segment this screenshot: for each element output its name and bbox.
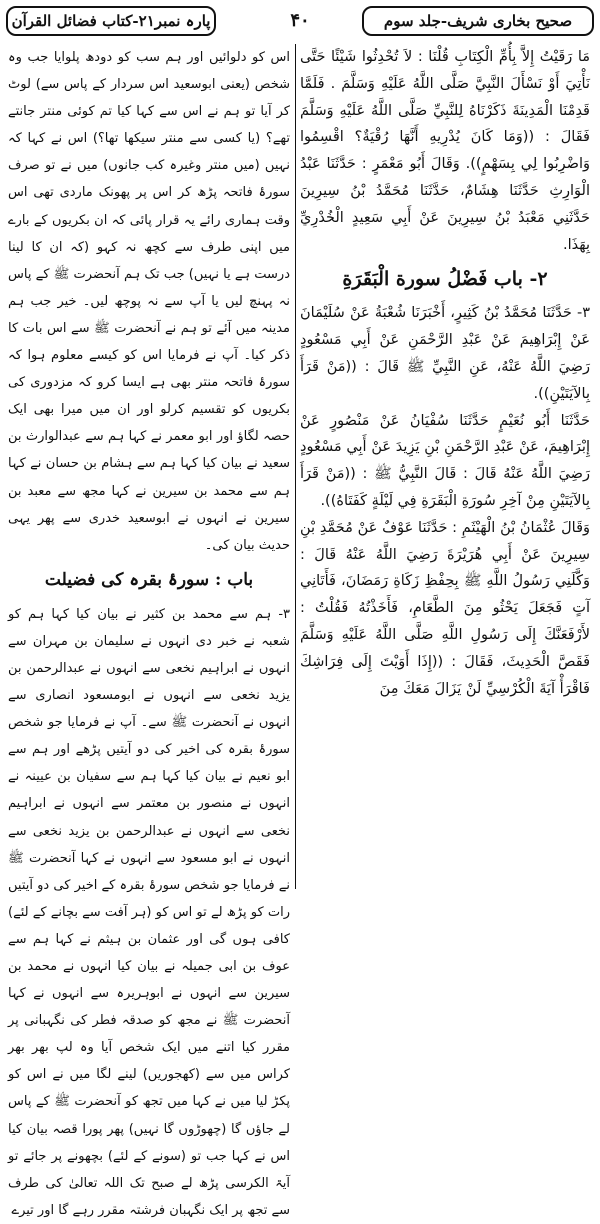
page-header <box>6 6 594 40</box>
book-title-box: صحیح بخاری شریف-جلد سوم <box>362 6 594 36</box>
urdu-chapter-heading: باب : سورۂ بقرہ کی فضیلت <box>44 569 254 590</box>
arabic-paragraph: وَقَالَ عُثْمَانُ بْنُ الْهَيْثَمِ : حَدَّثَنَا عَوْفٌ عَنْ مُحَمَّدِ بْنِ سِيرِينَ عَنْ أَبِي هُرَيْرَةَ رَضِيَ اللَّهُ عَنْهُ قَالَ : وَكَّلَنِي رَسُولُ اللَّهِ ﷺ بِحِفْظِ زَكَاةِ رَمَضَانَ، فَأَتَانِي آتٍ فَجَعَلَ يَحْثُو مِنَ الطَّعَامِ، فَأَخَذْتُهُ فَقُلْتُ : لأَرْفَعَنَّكَ إِلَى رَسُولِ اللَّهِ صَلَّى اللَّهُ عَلَيْهِ وَسَلَّمَ فَقَصَّ الْحَدِيثَ، فَقَالَ : ((إِذَا أَوَيْتَ إِلَى فِرَاشِكَ فَاقْرَأْ آيَةَ الْكُرْسِيِّ لَنْ يَزَالَ مَعَكَ مِنَ <box>300 519 590 697</box>
chapter-label-box: پارہ نمبر۲۱-کتاب فضائل القرآن <box>6 6 216 36</box>
arabic-text-column <box>300 44 590 889</box>
urdu-paragraph: اس کو دلوائیں اور ہم سب کو دودھ پلوایا جب وہ شخص (یعنی ابوسعید اس سردار کے پاس سے) لوٹ کر آیا تو ہم نے اس سے کہا کیا تم کوئی منتر جانتے تھے؟ (یا کسی سے منتر سیکھا تھا؟) اس نے کہا کہ نہیں (میں منتر وغیرہ کب جانوں) میں نے تو صرف سورۂ فاتحہ پڑھ کر اس پر پھونک ماردی تھی اس وقت ہماری رائے یہ قرار پائی کہ ان بکریوں کے بارے میں اپنی طرف سے کچھ نہ کہو (کہ ان کا لینا درست ہے یا نہیں) جب تک ہم آنحضرت ﷺ کے پاس نہ پہنچ لیں یا آپ سے نہ پوچھ لیں۔ خیر جب ہم مدینہ میں آئے تو ہم نے آنحضرت ﷺ سے اس بات کا ذکر کیا۔ آپ نے فرمایا اس کو کیسے معلوم ہوا کہ سورۂ فاتحہ منتر بھی ہے ایسا کرو کہ مزدوری کی بکریوں کو تقسیم کرلو اور ان میں میرا بھی ایک حصہ لگاؤ اور ابو معمر نے کہا ہم سے عبدالوارث بن سعید نے بیان کیا کہا ہم سے ہشام بن حسان نے کہا ہم سے محمد بن سیرین نے کہا مجھ سے معبد بن سیرین نے انہوں نے ابوسعید خدری سے پھر یہی حدیث بیان کی۔ <box>8 50 290 553</box>
arabic-paragraph: مَا رَقَيْتُ إِلاَّ بِأُمِّ الْكِتَابِ قُلْنَا : لاَ تُحْدِثُوا شَيْئًا حَتَّى نَأْتِيَ أَوْ نَسْأَلَ النَّبِيَّ صَلَّى اللَّهُ عَلَيْهِ وَسَلَّمَ . فَلَمَّا قَدِمْنَا الْمَدِينَةَ ذَكَرْنَاهُ لِلنَّبِيِّ صَلَّى اللَّهُ عَلَيْهِ وَسَلَّمَ فَقَالَ : ((وَمَا كَانَ يُدْرِيهِ أَنَّهَا رُقْيَةٌ؟ اقْسِمُوا وَاضْرِبُوا لِي بِسَهْمٍ)). وَقَالَ أَبُو مَعْمَرٍ : حَدَّثَنَا عَبْدُ الْوَارِثِ حَدَّثَنَا هِشَامٌ، حَدَّثَنَا مُحَمَّدُ بْنُ سِيرِينَ حَدَّثَنِي مَعْبَدُ بْنُ سِيرِينَ عَنْ أَبِي سَعِيدٍ الْخُدْرِيِّ بِهَذَا. <box>300 49 590 253</box>
arabic-chapter-heading: ٢- باب فَضْلُ سورة الْبَقَرَةِ <box>342 268 548 291</box>
page-number: ۴۰ <box>290 10 310 31</box>
column-divider <box>295 44 296 889</box>
urdu-hadith-3: ۳- ہم سے محمد بن کثیر نے بیان کیا کہا ہم کو شعبہ نے خبر دی انہوں نے سلیمان بن مہران سے انہوں نے ابراہیم نخعی سے انہوں نے عبدالرحمن بن یزید نخعی سے انہوں نے ابومسعود انصاری سے انہوں نے آنحضرت ﷺ سے۔ آپ نے فرمایا جو شخص سورۂ بقرہ کی اخیر کی دو آیتیں پڑھے اور ہم سے ابو نعیم نے بیان کیا کہا ہم سے سفیان بن عیینہ نے انہوں نے منصور بن معتمر سے انہوں نے ابراہیم نخعی سے انہوں نے عبدالرحمن بن یزید نخعی سے انہوں نے ابو مسعود سے انہوں نے کہا آنحضرت ﷺ نے فرمایا جو شخص سورۂ بقرہ کے اخیر کی دو آیتیں رات کو پڑھ لے تو اس کو (ہر آفت سے بچانے کے لئے) کافی ہوں گی اور عثمان بن ہیثم نے کہا ہم سے عوف بن ابی جمیلہ نے بیان کیا انہوں نے محمد بن سیرین سے انہوں نے ابوہریرہ سے انہوں نے کہا آنحضرت ﷺ نے مجھ کو صدقہ فطر کی نگہبانی پر مقرر کیا اتنے میں ایک شخص آیا وہ لپ بھر بھر کراس میں سے (کھجوریں) لینے لگا میں نے اس کو پکڑ لیا میں نے کہا میں تجھ کو آنحضرت ﷺ کے پاس لے جاؤں گا (چھوڑوں گا نہیں) پھر پورا قصہ بیان کیا اس نے کہا جب تو (سونے کے لئے) بچھونے پر جائے تو آیۃ الکرسی پڑھ لے صبح تک اللہ تعالیٰ کی طرف سے تجھ پر ایک نگہبان فرشتہ مقرر رہے گا اور تیرے <box>8 606 290 1218</box>
arabic-hadith-3: ٣- حَدَّثَنَا مُحَمَّدُ بْنُ كَثِيرٍ، أَخْبَرَنَا شُعْبَةُ عَنْ سُلَيْمَانَ عَنْ إِبْرَاهِيمَ عَنْ عَبْدِ الرَّحْمَنِ عَنْ أَبِي مَسْعُودٍ رَضِيَ اللَّهُ عَنْهُ، عَنِ النَّبِيِّ ﷺ قَالَ : ((مَنْ قَرَأَ بِالآيَتَيْنِ)). <box>300 305 590 402</box>
urdu-translation-column <box>8 44 290 1218</box>
arabic-paragraph: حَدَّثَنَا أَبُو نُعَيْمٍ حَدَّثَنَا سُفْيَانُ عَنْ مَنْصُورٍ عَنْ إِبْرَاهِيمَ، عَنْ عَبْدِ الرَّحْمَنِ بْنِ يَزِيدَ عَنْ أَبِي مَسْعُودٍ رَضِيَ اللَّهُ عَنْهُ قَالَ : قَالَ النَّبِيُّ ﷺ : ((مَنْ قَرَأَ بِالآيَتَيْنِ مِنْ آخِرِ سُورَةِ الْبَقَرَةِ فِي لَيْلَةٍ كَفَتَاهُ)). <box>300 412 590 509</box>
